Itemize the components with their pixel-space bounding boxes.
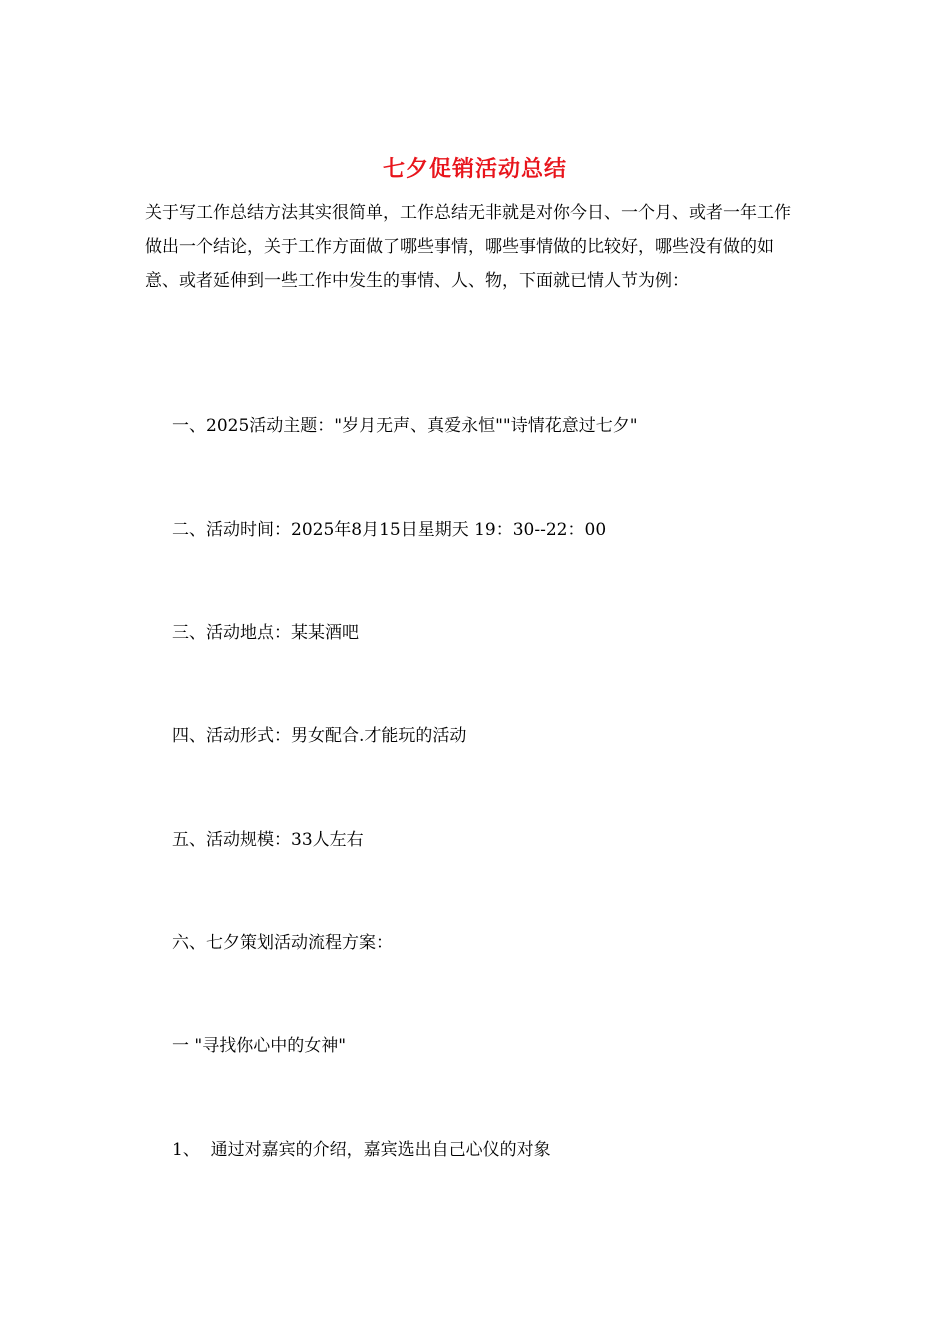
list-item-time: 二、活动时间：2025年8月15日星期天 19：30--22：00 bbox=[172, 520, 607, 540]
document-title: 七夕促销活动总结 bbox=[382, 156, 567, 182]
list-item-theme: 一、2025活动主题："岁月无声、真爱永恒""诗情花意过七夕" bbox=[172, 416, 638, 436]
list-item-step-1: 1、 通过对嘉宾的介绍，嘉宾选出自己心仪的对象 bbox=[172, 1140, 551, 1160]
list-item-scale: 五、活动规模：33人左右 bbox=[172, 830, 364, 850]
list-item-format: 四、活动形式：男女配合.才能玩的活动 bbox=[172, 726, 467, 746]
list-item-process: 六、七夕策划活动流程方案： bbox=[172, 933, 393, 953]
intro-paragraph: 关于写工作总结方法其实很简单，工作总结无非就是对你今日、一个月、或者一年工作做出一个结论，关于工作方面做了哪些事情，哪些事情做的比较好，哪些没有做的如意、或者延伸到一些工作中发生的事情、人、物，下面就已情人节为例： bbox=[145, 203, 791, 291]
list-item-location: 三、活动地点：某某酒吧 bbox=[172, 623, 359, 643]
list-item-goddess: 一 "寻找你心中的女神" bbox=[172, 1036, 347, 1056]
